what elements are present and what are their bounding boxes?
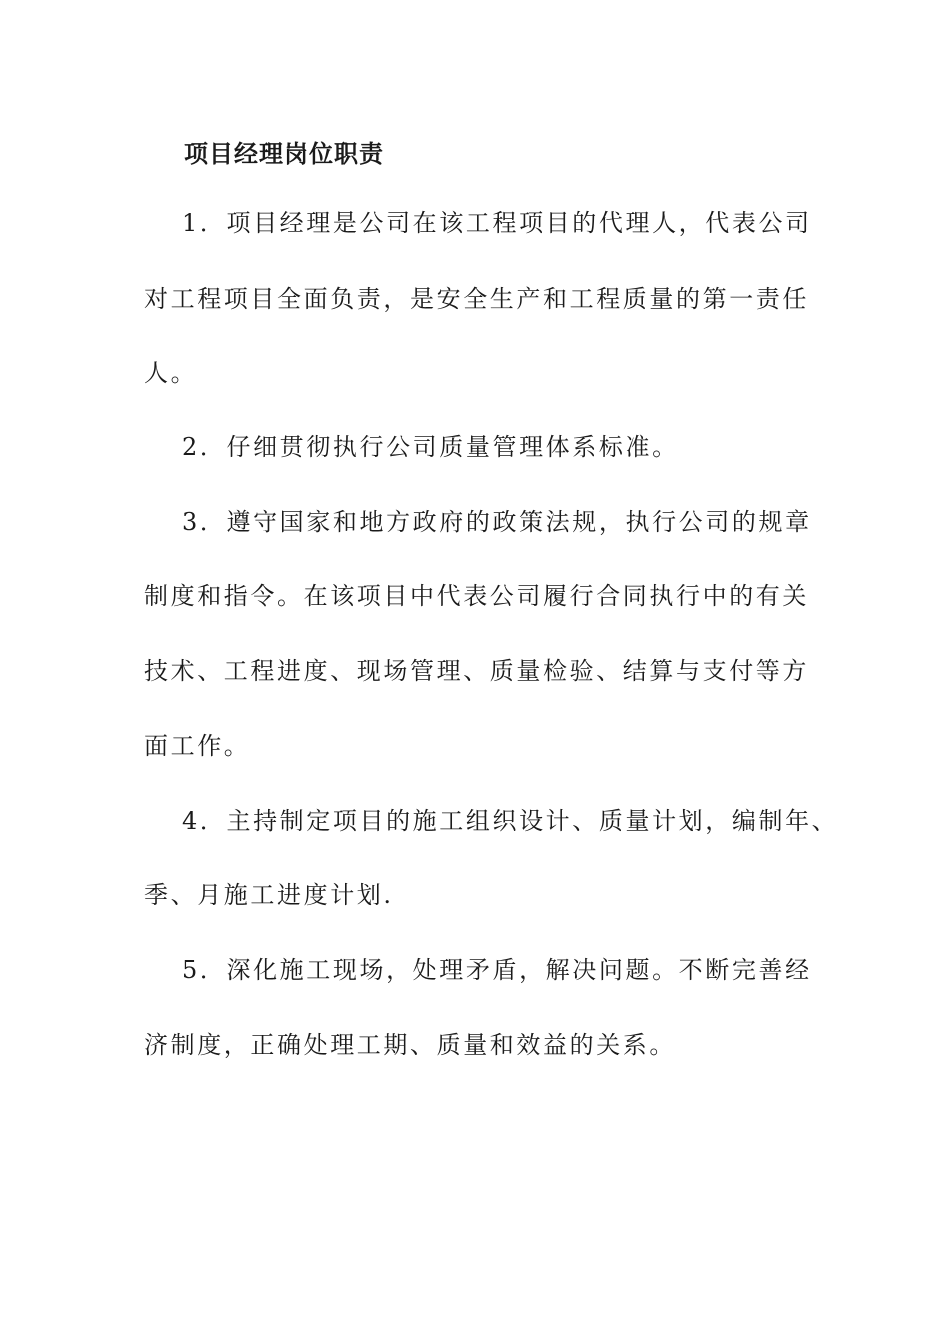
item-3-line-1: 3．遵守国家和地方政府的政策法规，执行公司的规章 <box>182 508 812 536</box>
item-5-line-1: 5．深化施工现场，处理矛盾，解决问题。不断完善经 <box>182 956 812 984</box>
document-title: 项目经理岗位职责 <box>184 139 384 168</box>
item-5-line-2: 济制度，正确处理工期、质量和效益的关系。 <box>144 1031 676 1059</box>
item-1-line-1: 1．项目经理是公司在该工程项目的代理人，代表公司 <box>182 209 812 237</box>
item-1-line-2: 对工程项目全面负责，是安全生产和工程质量的第一责任 <box>144 285 809 313</box>
item-3-line-2: 制度和指令。在该项目中代表公司履行合同执行中的有关 <box>144 582 809 610</box>
item-4-line-2: 季、月施工进度计划. <box>144 881 394 909</box>
item-2-line-1: 2．仔细贯彻执行公司质量管理体系标准。 <box>182 433 679 461</box>
item-1-line-3: 人。 <box>144 359 198 387</box>
item-3-line-4: 面工作。 <box>144 732 251 760</box>
item-4-line-1: 4．主持制定项目的施工组织设计、质量计划，编制年、 <box>182 807 839 835</box>
item-3-line-3: 技术、工程进度、现场管理、质量检验、结算与支付等方 <box>144 657 809 685</box>
